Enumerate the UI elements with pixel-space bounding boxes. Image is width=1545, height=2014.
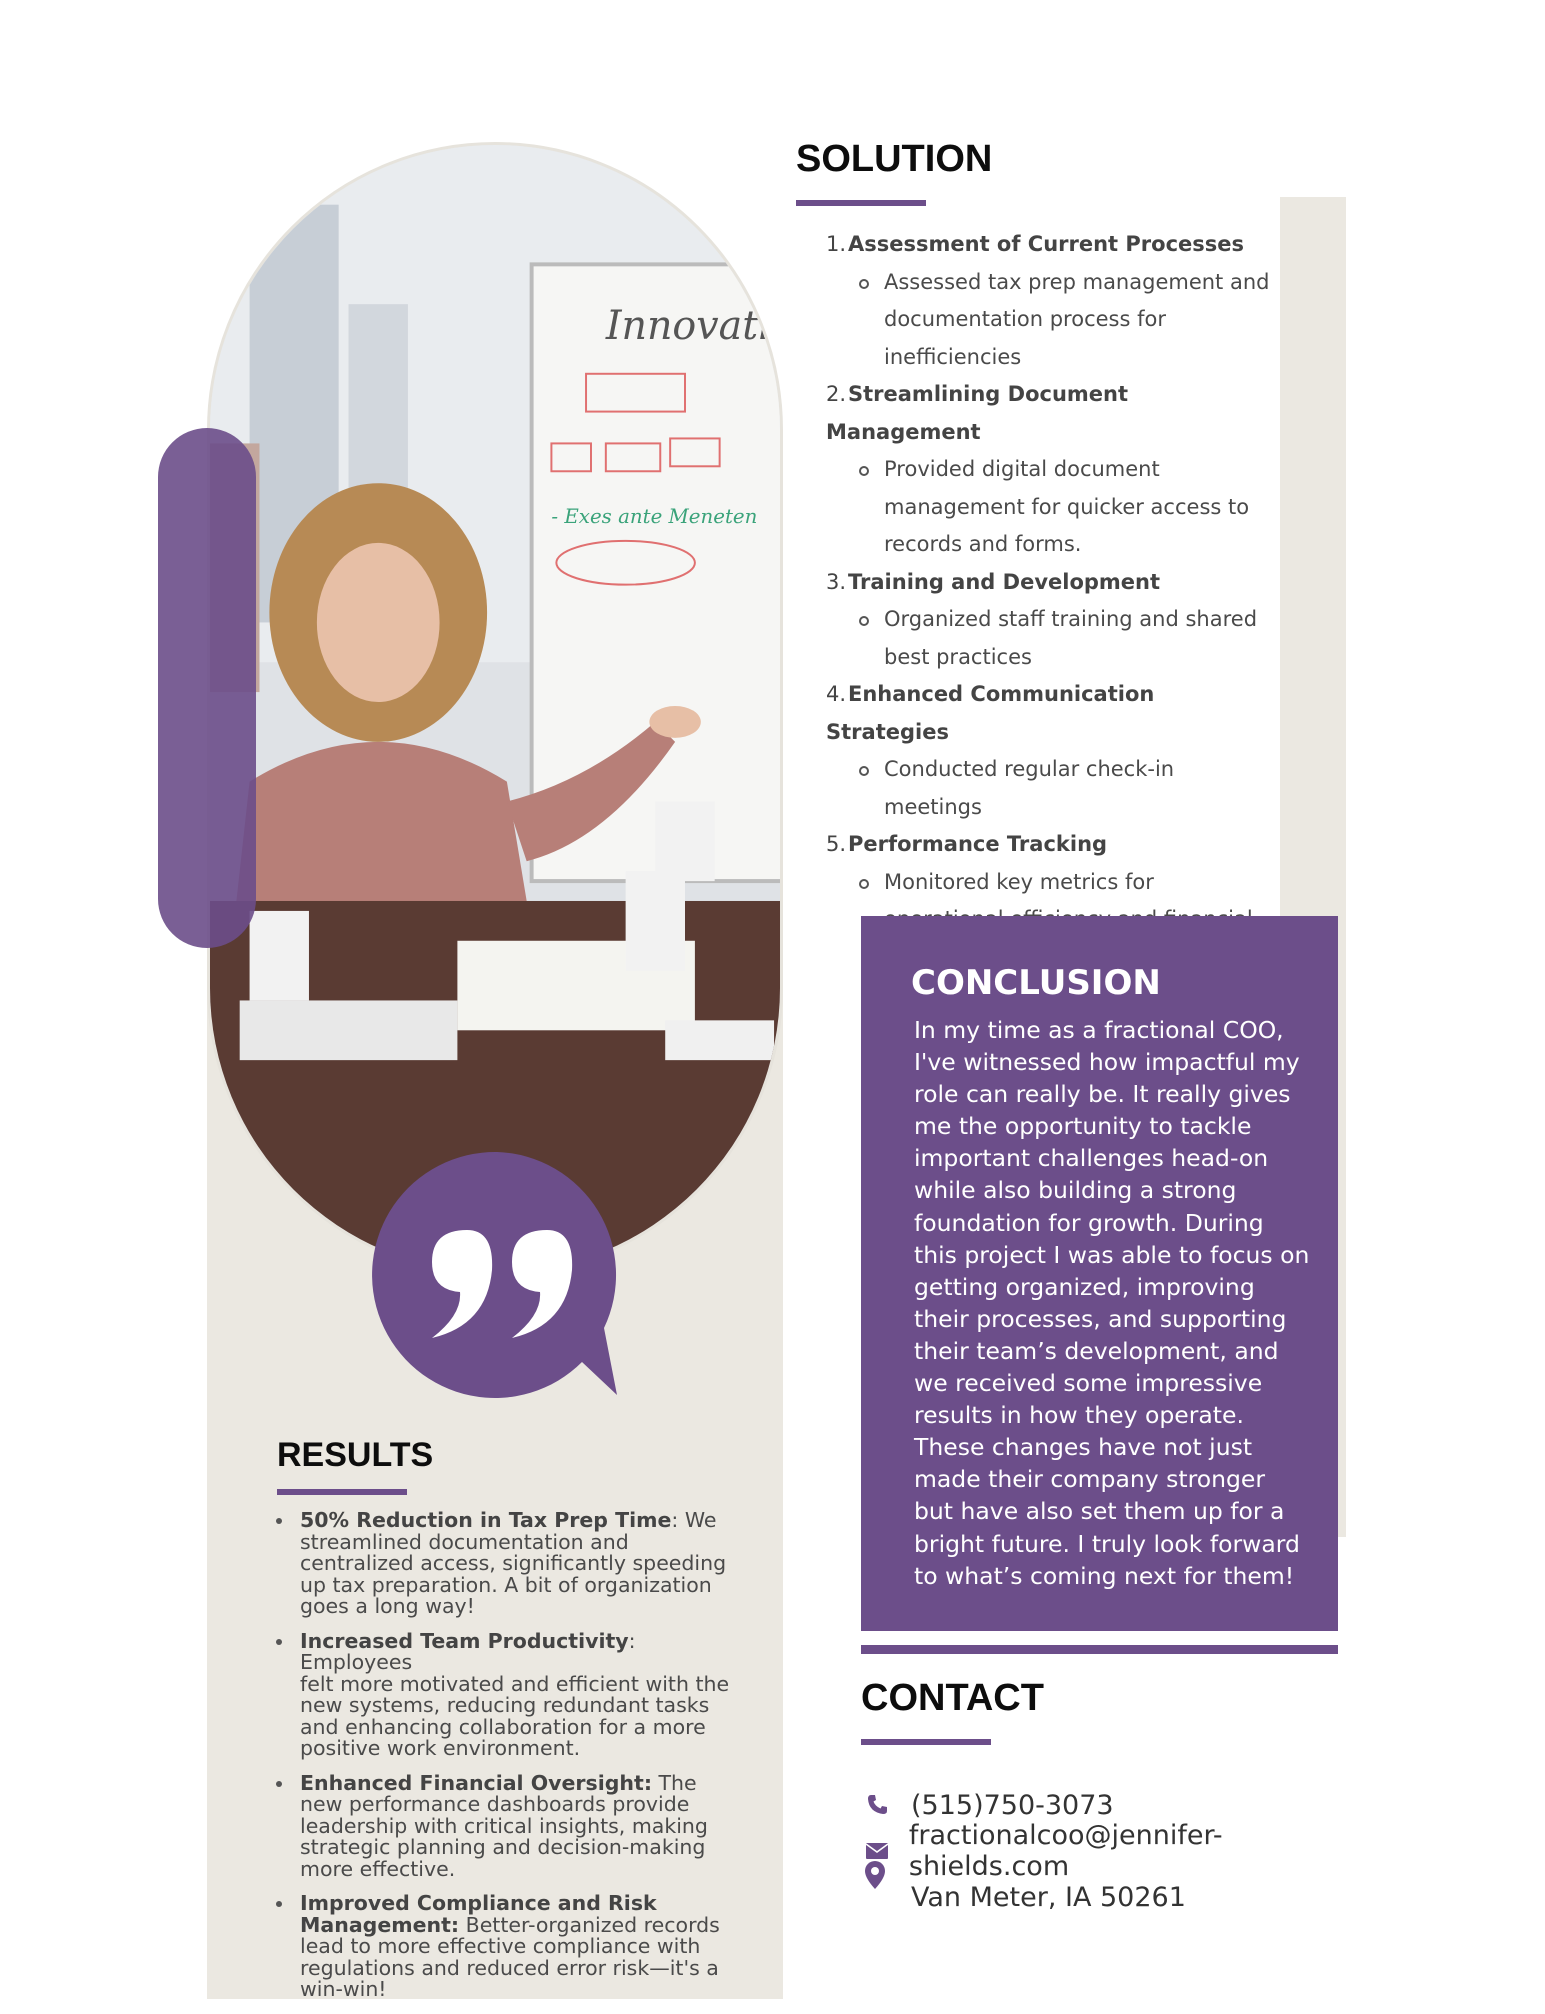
conclusion-title: CONCLUSION [911,963,1161,1003]
svg-text:- Exes ante Meneten: - Exes ante Meneten [551,504,758,529]
conclusion-divider [861,1645,1338,1654]
list-item: 50% Reduction in Tax Prep Time: We streamlined documentation and centralized access, significantly speeding up tax preparation. A bit of organization goes a long way! [300,1510,730,1618]
results-title: RESULTS [277,1436,434,1474]
contact-underline [861,1739,991,1745]
phone-icon [861,1791,911,1819]
results-list [300,1510,730,2014]
contact-phone[interactable]: (515)750-3073 [861,1785,1361,1825]
conclusion-text: In my time as a fractional COO, I've witnessed how impactful my role can really be. It really gives me the opportunity to tackle important challenges head-on while also building a strong foundation for growth. During this project I was able to focus on getting organized, improving their processes, and supporting their team’s development, and we received some impressive results in how they operate. These changes have not just made their company stronger but have also set them up for a bright future. I truly look forward to what’s coming next for them! [914,1016,1310,1590]
results-underline [277,1489,407,1495]
quote-bubble-icon [372,1150,622,1400]
list-item: 4.Enhanced Communication Strategies Conducted regular check-in meetings [826,676,1276,826]
contact-title: CONTACT [861,1677,1044,1719]
list-item: 2.Streamlining Document Management Provided digital document management for quicker access to records and forms. [826,376,1276,564]
svg-text:Innovati: Innovati [605,302,771,349]
list-item: 3.Training and Development Organized staff training and shared best practices [826,564,1276,677]
list-item: Increased Team Productivity: Employees felt more motivated and efficient with the new systems, reducing redundant tasks and enhancing collaboration for a more positive work environment. [300,1628,730,1760]
list-item: Improved Compliance and Risk Management: Better-organized records lead to more effective compliance with regulations and reduced error risk—it's a win-win! [300,1893,730,2001]
contact-address: Van Meter, IA 50261 [911,1881,1186,1913]
list-item: Enhanced Financial Oversight: The new performance dashboards provide leadership with critical insights, making strategic planning and decision-making more effective. [300,1773,730,1881]
meeting-photo [207,142,783,1276]
list-item: 5.Performance Tracking Monitored key metrics for [826,826,1276,976]
contact-email[interactable]: fractionalcoo@jennifer-shields.com [861,1831,1361,1871]
decorative-purple-pill [158,428,256,948]
solution-title: SOLUTION [796,138,993,180]
solution-underline [796,200,926,206]
list-item: 1.Assessment of Current Processes Assessed tax prep management and documentation process for inefficiencies [826,226,1276,376]
solution-list [826,226,1276,976]
